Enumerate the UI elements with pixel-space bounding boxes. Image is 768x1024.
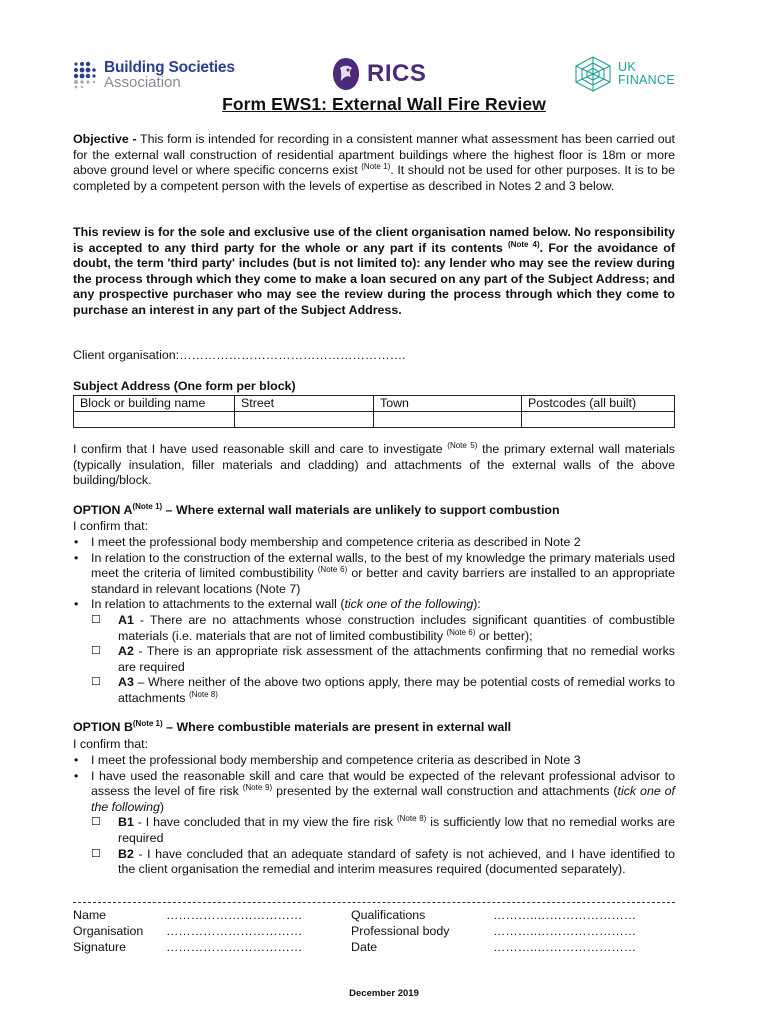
checkbox-b1[interactable]: ☐: [91, 816, 101, 829]
option-b-bullet-2c: ): [159, 799, 165, 814]
disclaimer-paragraph: [73, 225, 675, 319]
option-a3-choice[interactable]: [73, 675, 675, 706]
ukfinance-logo: [574, 56, 675, 92]
date-label: Date: [351, 940, 378, 954]
objective-text-1: This form is intended for recording in a consistent manner what assessment has been carried out for the external wall construction of residential apartment buildings where the highest floor is 18m or more above ground level or where specific concerns exist: [73, 132, 675, 178]
option-b-label: OPTION B: [73, 720, 133, 734]
signature-label: Signature: [73, 940, 127, 954]
b1-text-2: is sufficiently low that no remedial works are required: [118, 815, 676, 845]
option-a-bullet-2a: In relation to the construction of the external walls, to the best of my knowledge the primary materials used meet the criteria of limited combustibility: [91, 550, 675, 581]
name-label: Name: [73, 908, 107, 922]
table-header-row: [74, 396, 675, 412]
option-a-bullet-3b: ):: [473, 597, 481, 612]
column-town: Town: [374, 396, 522, 412]
option-b-heading: [73, 720, 675, 736]
checkbox-a3[interactable]: ☐: [91, 676, 101, 689]
b2-text: - I have concluded that an adequate standard of safety is not achieved, and I have identified to the client organisation the remedial and interim measures required (documented separately).: [118, 846, 675, 877]
client-organisation-field[interactable]: Client organisation:……………………………………………….: [73, 348, 406, 362]
disclaimer-text-1: This review is for the sole and exclusive use of the client organisation named below. No responsibility is accepted to any third party for the whole or any part if its contents: [73, 225, 675, 255]
bsa-logo: [72, 60, 235, 90]
option-a-bullet-1: I meet the professional body membership and competence criteria as described in Note 2: [91, 535, 581, 549]
signoff-row: [73, 907, 675, 923]
table-input-row: [74, 412, 675, 428]
option-b-title: – Where combustible materials are present in external wall: [162, 720, 512, 734]
option-a-intro: I confirm that:: [73, 519, 149, 533]
confirm-paragraph: [73, 442, 675, 489]
subject-address-heading: Subject Address (One form per block): [73, 379, 296, 393]
ukfinance-mesh-icon: [574, 56, 612, 92]
option-b-bullet-2b: presented by the external wall construction and attachments (: [272, 784, 618, 799]
column-block-name: Block or building name: [74, 396, 235, 412]
list-item: [73, 535, 675, 551]
confirm-note: (Note 5): [447, 440, 478, 450]
option-a-bullet-2-note: (Note 6): [317, 565, 348, 575]
list-item: [73, 753, 675, 769]
b1-label: B1: [118, 815, 134, 830]
form-title: Form EWS1: External Wall Fire Review: [222, 94, 546, 114]
option-a-bullet-3-italic: tick one of the following: [344, 597, 474, 612]
a3-note: (Note 8): [188, 689, 218, 699]
professional-body-label: Professional body: [351, 924, 450, 938]
bullet-icon: •: [74, 550, 79, 565]
b1-text-1: - I have concluded that in my view the fire risk: [133, 815, 397, 830]
signature-field[interactable]: ……………………………: [166, 940, 303, 954]
qualifications-field[interactable]: ………..……………………: [493, 908, 637, 922]
a2-label: A2: [118, 644, 134, 659]
option-a1-choice[interactable]: [73, 613, 675, 644]
a3-text: – Where neither of the above two options apply, there may be potential costs of remedial works to attachments: [118, 675, 675, 705]
bsa-dots-icon: [72, 60, 98, 90]
b1-note: (Note 8): [396, 814, 427, 824]
a1-text-2: or better);: [475, 628, 533, 643]
column-postcodes: Postcodes (all built): [522, 396, 675, 412]
postcodes-cell[interactable]: [522, 412, 675, 428]
option-b-list: [73, 753, 675, 878]
professional-body-field[interactable]: ………..……………………: [493, 924, 637, 938]
disclaimer-text-2: . For the avoidance of doubt, the term 'third party' includes (but is not limited to): any lender who may see the review during the process through which they come to make a loan secured on any part of the Subject Address; and any prospective purchaser who may see the review during the process through which they come to purchase an interest in any part of the Subject Address.: [73, 240, 675, 317]
footer-date: December 2019: [349, 988, 419, 999]
list-item: [73, 551, 675, 598]
qualifications-label: Qualifications: [351, 908, 426, 922]
list-item: [73, 597, 675, 613]
bullet-icon: •: [74, 535, 79, 549]
rics-logo: [329, 56, 426, 92]
list-item: [73, 769, 675, 816]
option-b-bullet-1: I meet the professional body membership and competence criteria as described in Note 3: [91, 753, 581, 767]
confirm-text-2: the primary external wall materials (typically insulation, filler materials and cladding) and attachments of the external walls of the above building/block.: [73, 442, 675, 488]
checkbox-a1[interactable]: ☐: [91, 613, 101, 626]
option-a-title: – Where external wall materials are unlikely to support combustion: [162, 503, 560, 517]
dashed-divider: [73, 902, 675, 903]
bsa-subtitle: Association: [104, 74, 181, 91]
bullet-icon: •: [74, 597, 79, 612]
subject-address-table: [73, 395, 675, 428]
objective-label: Objective -: [73, 132, 137, 146]
a1-label: A1: [118, 612, 134, 627]
bsa-title: Building Societies: [104, 59, 235, 76]
bullet-icon: •: [74, 753, 79, 767]
option-a-heading: [73, 503, 675, 519]
organisation-label: Organisation: [73, 924, 144, 938]
objective-note: (Note 1): [361, 162, 391, 172]
option-a-note: (Note 1): [132, 501, 163, 511]
block-name-cell[interactable]: [74, 412, 235, 428]
signoff-block: [73, 907, 675, 955]
header-logos: [72, 56, 702, 96]
date-field[interactable]: ………..……………………: [493, 940, 637, 954]
option-b-intro: I confirm that:: [73, 737, 149, 751]
rics-lion-icon: [329, 56, 363, 92]
name-field[interactable]: ……………………………: [166, 908, 303, 922]
signoff-row: [73, 939, 675, 955]
option-b1-choice[interactable]: [73, 815, 675, 846]
option-a-list: [73, 535, 675, 707]
objective-paragraph: [73, 132, 675, 194]
town-cell[interactable]: [374, 412, 522, 428]
bullet-icon: •: [74, 768, 79, 783]
option-a-label: OPTION A: [73, 503, 133, 517]
disclaimer-note: (Note 4): [508, 239, 540, 249]
option-b2-choice[interactable]: [73, 847, 675, 878]
ukfinance-line1: UK: [618, 60, 636, 74]
confirm-text-1: I confirm that I have used reasonable skill and care to investigate: [73, 442, 448, 456]
organisation-field[interactable]: ……………………………: [166, 924, 303, 938]
objective-text-2: . It should not be used for other purposes. It is to be completed by a competent person with the levels of expertise as described in Notes 2 and 3 below.: [73, 163, 676, 193]
a1-text-1: - There are no attachments whose construction includes significant quantities of combustible materials (i.e. materials that are not of limited combustibility: [118, 612, 675, 643]
a3-label: A3: [118, 675, 134, 690]
street-cell[interactable]: [235, 412, 374, 428]
signoff-row: [73, 923, 675, 939]
checkbox-a2[interactable]: ☐: [91, 645, 101, 658]
rics-wordmark: RICS: [367, 60, 427, 87]
option-a2-choice[interactable]: [73, 644, 675, 675]
checkbox-b2[interactable]: ☐: [91, 847, 101, 860]
b2-label: B2: [118, 846, 134, 861]
option-b-note: (Note 1): [132, 718, 163, 728]
option-a-bullet-2b: or better and cavity barriers are installed to an appropriate standard in relevant locations (Note 7): [91, 566, 675, 596]
option-b-bullet-2-italic: tick one of the following: [91, 784, 676, 814]
ukfinance-line2: FINANCE: [618, 73, 675, 87]
column-street: Street: [235, 396, 374, 412]
option-a-bullet-3a: In relation to attachments to the external wall (: [91, 597, 345, 612]
option-b-bullet-2a: I have used the reasonable skill and care that would be expected of the relevant professional advisor to assess the level of fire risk: [91, 768, 675, 799]
a2-text: - There is an appropriate risk assessment of the attachments confirming that no remedial works are required: [118, 644, 675, 674]
a1-note: (Note 6): [446, 627, 476, 637]
option-b-bullet-2-note: (Note 9): [242, 783, 273, 793]
